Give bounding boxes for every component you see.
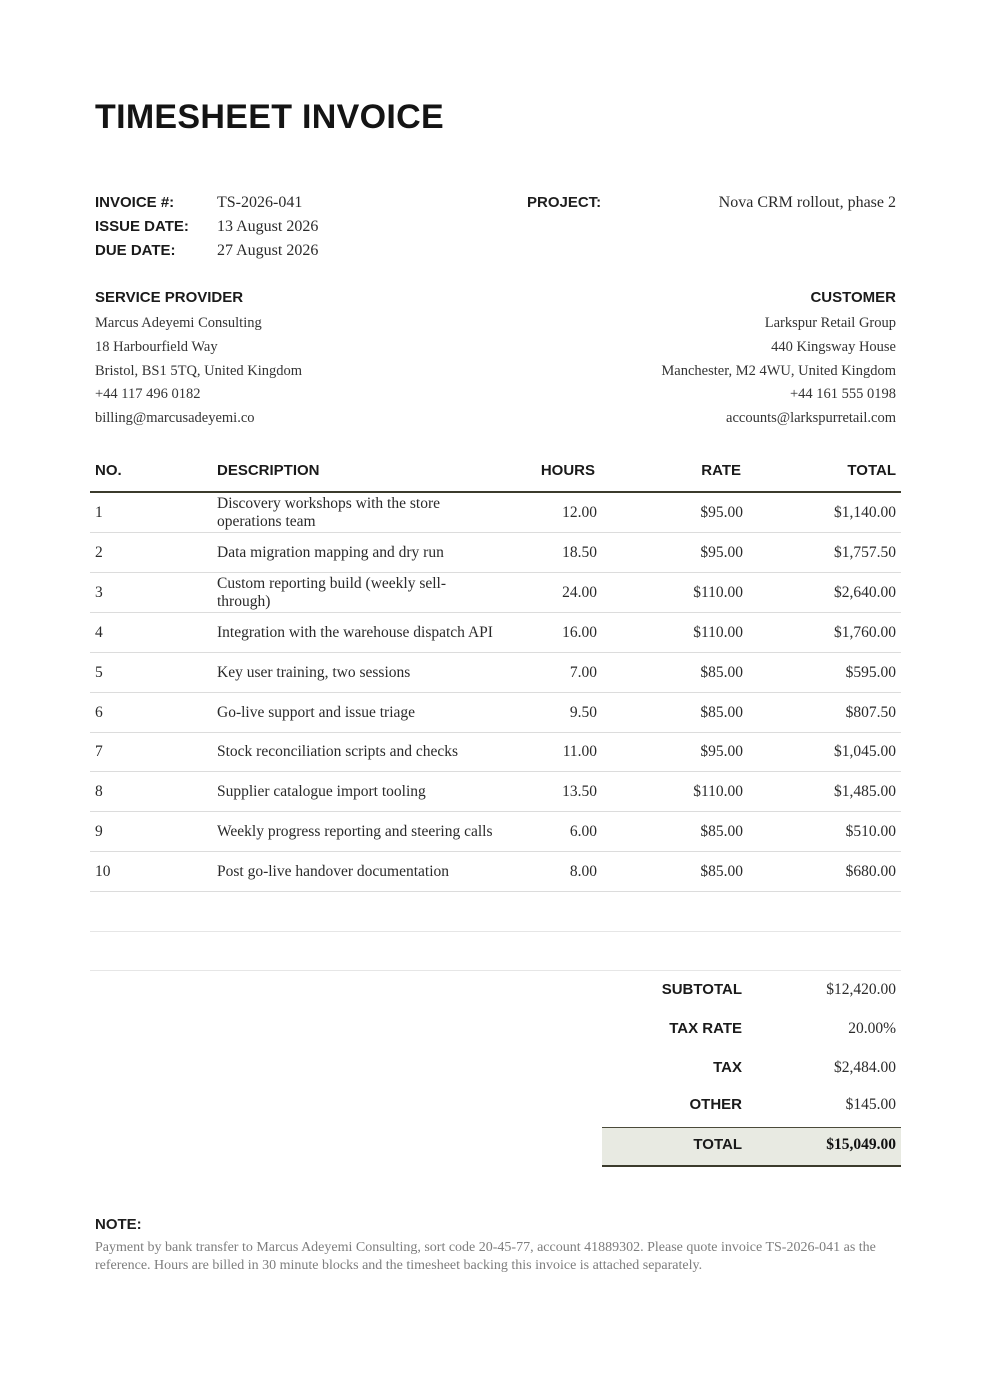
due-date-value: 27 August 2026 [217,242,319,259]
row-hours: 18.50 [562,544,597,561]
row-description: Discovery workshops with the store operations team [217,495,440,530]
customer-city: Manchester, M2 4WU, United Kingdom [661,363,896,379]
row-total: $680.00 [845,863,896,880]
project-value: Nova CRM rollout, phase 2 [718,194,896,211]
row-hours: 16.00 [562,624,597,641]
row-total: $807.50 [845,704,896,721]
issue-date-value: 13 August 2026 [217,218,319,235]
column-header-total: TOTAL [847,462,896,479]
row-total: $1,045.00 [834,743,896,760]
row-number: 2 [95,544,103,561]
tax-value: $2,484.00 [834,1059,896,1076]
table-row [90,693,901,733]
row-number: 7 [95,743,103,760]
row-description: Integration with the warehouse dispatch API [217,624,493,641]
grand-total-label: TOTAL [693,1136,742,1153]
row-total: $595.00 [845,664,896,681]
row-rate: $95.00 [700,743,743,760]
invoice-number-label: INVOICE #: [95,194,175,211]
invoice-title: TIMESHEET INVOICE [95,98,444,136]
grand-total-value: $15,049.00 [826,1136,896,1153]
row-hours: 12.00 [562,504,597,521]
row-description: Weekly progress reporting and steering calls [217,823,493,840]
row-hours: 13.50 [562,783,597,800]
row-total: $1,760.00 [834,624,896,641]
row-description: Supplier catalogue import tooling [217,783,426,800]
row-number: 8 [95,783,103,800]
row-rate: $110.00 [693,584,743,601]
table-divider [90,931,901,932]
table-row [90,533,901,573]
table-row [90,613,901,653]
table-row [90,653,901,693]
provider-street: 18 Harbourfield Way [95,339,218,355]
row-total: $1,757.50 [834,544,896,561]
customer-street: 440 Kingsway House [771,339,896,355]
row-description: Post go-live handover documentation [217,863,450,880]
due-date-label: DUE DATE: [95,242,176,259]
issue-date-label: ISSUE DATE: [95,218,189,235]
customer-heading: CUSTOMER [810,289,896,306]
row-number: 3 [95,584,103,601]
other-label: OTHER [689,1096,742,1113]
row-hours: 9.50 [569,704,597,721]
row-rate: $85.00 [700,664,743,681]
provider-name: Marcus Adeyemi Consulting [95,315,262,331]
row-rate: $95.00 [700,504,743,521]
other-value: $145.00 [845,1096,896,1113]
table-row [90,573,901,613]
row-description: Key user training, two sessions [217,664,411,681]
row-number: 5 [95,664,103,681]
row-total: $510.00 [845,823,896,840]
row-total: $1,485.00 [834,783,896,800]
note-label: NOTE: [95,1216,142,1233]
note-text: Payment by bank transfer to Marcus Adeyemi Consulting, sort code 20-45-77, account 41889302. Please quote invoice TS-2026-041 as the reference. Hours are billed in 30 minute blocks and the timesheet backing this invoice is attached separately. [95,1240,876,1273]
tax-rate-label: TAX RATE [669,1020,742,1037]
customer-phone: +44 161 555 0198 [789,386,896,402]
customer-email: accounts@larkspurretail.com [726,410,896,426]
column-header-no: NO. [95,462,122,479]
column-header-hours: HOURS [540,462,595,479]
customer-name: Larkspur Retail Group [764,315,896,331]
row-description: Stock reconciliation scripts and checks [217,743,459,760]
row-number: 1 [95,504,103,521]
provider-city: Bristol, BS1 5TQ, United Kingdom [95,363,303,379]
tax-rate-value: 20.00% [848,1020,896,1037]
row-rate: $110.00 [693,783,743,800]
service-provider-heading: SERVICE PROVIDER [95,289,244,306]
row-hours: 8.00 [569,863,597,880]
row-number: 4 [95,624,103,641]
table-row [90,772,901,812]
row-rate: $85.00 [700,863,743,880]
row-rate: $95.00 [700,544,743,561]
table-row [90,812,901,852]
row-description: Custom reporting build (weekly sell-through) [217,575,447,610]
tax-label: TAX [713,1059,742,1076]
row-number: 9 [95,823,103,840]
row-hours: 24.00 [562,584,597,601]
column-header-description: DESCRIPTION [217,462,320,479]
row-number: 10 [95,863,111,880]
invoice-number-value: TS-2026-041 [217,194,303,211]
row-hours: 11.00 [562,743,597,760]
row-description: Data migration mapping and dry run [217,544,444,561]
row-total: $2,640.00 [834,584,896,601]
row-hours: 7.00 [569,664,597,681]
row-hours: 6.00 [569,823,597,840]
table-divider [90,970,901,971]
row-total: $1,140.00 [834,504,896,521]
table-row [90,852,901,892]
row-description: Go-live support and issue triage [217,704,416,721]
subtotal-value: $12,420.00 [826,981,896,998]
table-row [90,732,901,772]
subtotal-label: SUBTOTAL [661,981,742,998]
row-rate: $85.00 [700,704,743,721]
column-header-rate: RATE [701,462,741,479]
provider-phone: +44 117 496 0182 [95,386,201,402]
project-label: PROJECT: [527,194,602,211]
table-row [90,493,901,533]
row-rate: $110.00 [693,624,743,641]
row-number: 6 [95,704,103,721]
provider-email: billing@marcusadeyemi.co [95,410,255,426]
row-rate: $85.00 [700,823,743,840]
